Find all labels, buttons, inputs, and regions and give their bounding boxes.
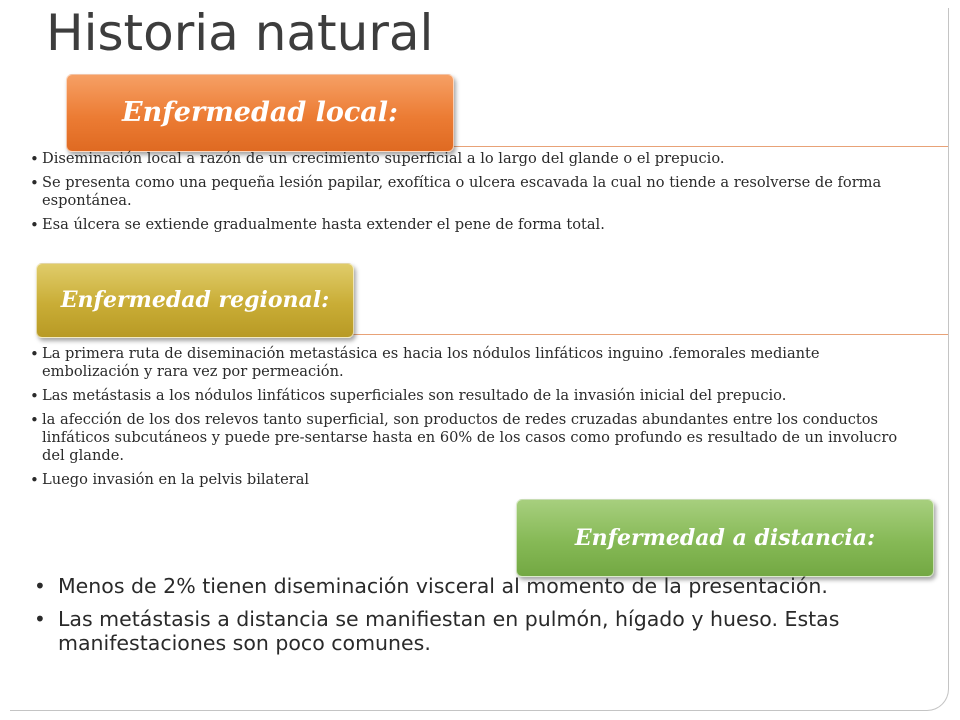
section-heading-regional: Enfermedad regional:	[36, 263, 354, 338]
list-item	[30, 574, 950, 598]
slide-title: Historia natural	[46, 4, 434, 62]
list-item-text: Diseminación local a razón de un crecimiento superficial a lo largo del glande o el prepucio.	[42, 150, 725, 167]
list-item	[30, 345, 910, 381]
bullet-icon: •	[30, 216, 39, 234]
list-item	[30, 150, 910, 168]
list-distance	[30, 574, 950, 664]
list-item	[30, 607, 950, 655]
bullet-icon: •	[30, 345, 39, 363]
section-heading-local: Enfermedad local:	[66, 74, 454, 152]
bullet-icon: •	[30, 411, 39, 429]
list-item-text: Luego invasión en la pelvis bilateral	[42, 471, 310, 488]
list-item-text: Menos de 2% tienen diseminación visceral al momento de la presentación.	[58, 574, 828, 598]
list-regional	[30, 345, 910, 495]
list-item	[30, 471, 910, 489]
bullet-icon: •	[30, 174, 39, 192]
list-item-text: Se presenta como una pequeña lesión papilar, exofítica o ulcera escavada la cual no tiende a resolverse de forma espontánea.	[42, 174, 882, 209]
bullet-icon: •	[30, 387, 39, 405]
divider-regional	[352, 334, 948, 335]
list-item	[30, 411, 910, 465]
list-item-text: La primera ruta de diseminación metastásica es hacia los nódulos linfáticos inguino .femorales mediante embolización y rara vez por permeación.	[42, 345, 820, 380]
list-item-text: Esa úlcera se extiende gradualmente hasta extender el pene de forma total.	[42, 216, 605, 233]
bullet-icon: •	[34, 607, 46, 631]
bullet-icon: •	[30, 150, 39, 168]
list-item-text: Las metástasis a distancia se manifiestan en pulmón, hígado y hueso. Estas manifestaciones son poco comunes.	[58, 607, 840, 655]
list-item-text: Las metástasis a los nódulos linfáticos superficiales son resultado de la invasión inicial del prepucio.	[42, 387, 787, 404]
bullet-icon: •	[30, 471, 39, 489]
list-item	[30, 387, 910, 405]
list-item	[30, 174, 910, 210]
list-item	[30, 216, 910, 234]
list-local	[30, 150, 910, 240]
section-heading-distance: Enfermedad a distancia:	[516, 499, 934, 577]
bullet-icon: •	[34, 574, 46, 598]
divider-local	[452, 146, 948, 147]
list-item-text: la afección de los dos relevos tanto superficial, son productos de redes cruzadas abundantes entre los conductos linfáticos subcutáneos y puede pre-sentarse hasta en 60% de los casos como profundo es resultado de un involucro del glande.	[42, 411, 898, 464]
